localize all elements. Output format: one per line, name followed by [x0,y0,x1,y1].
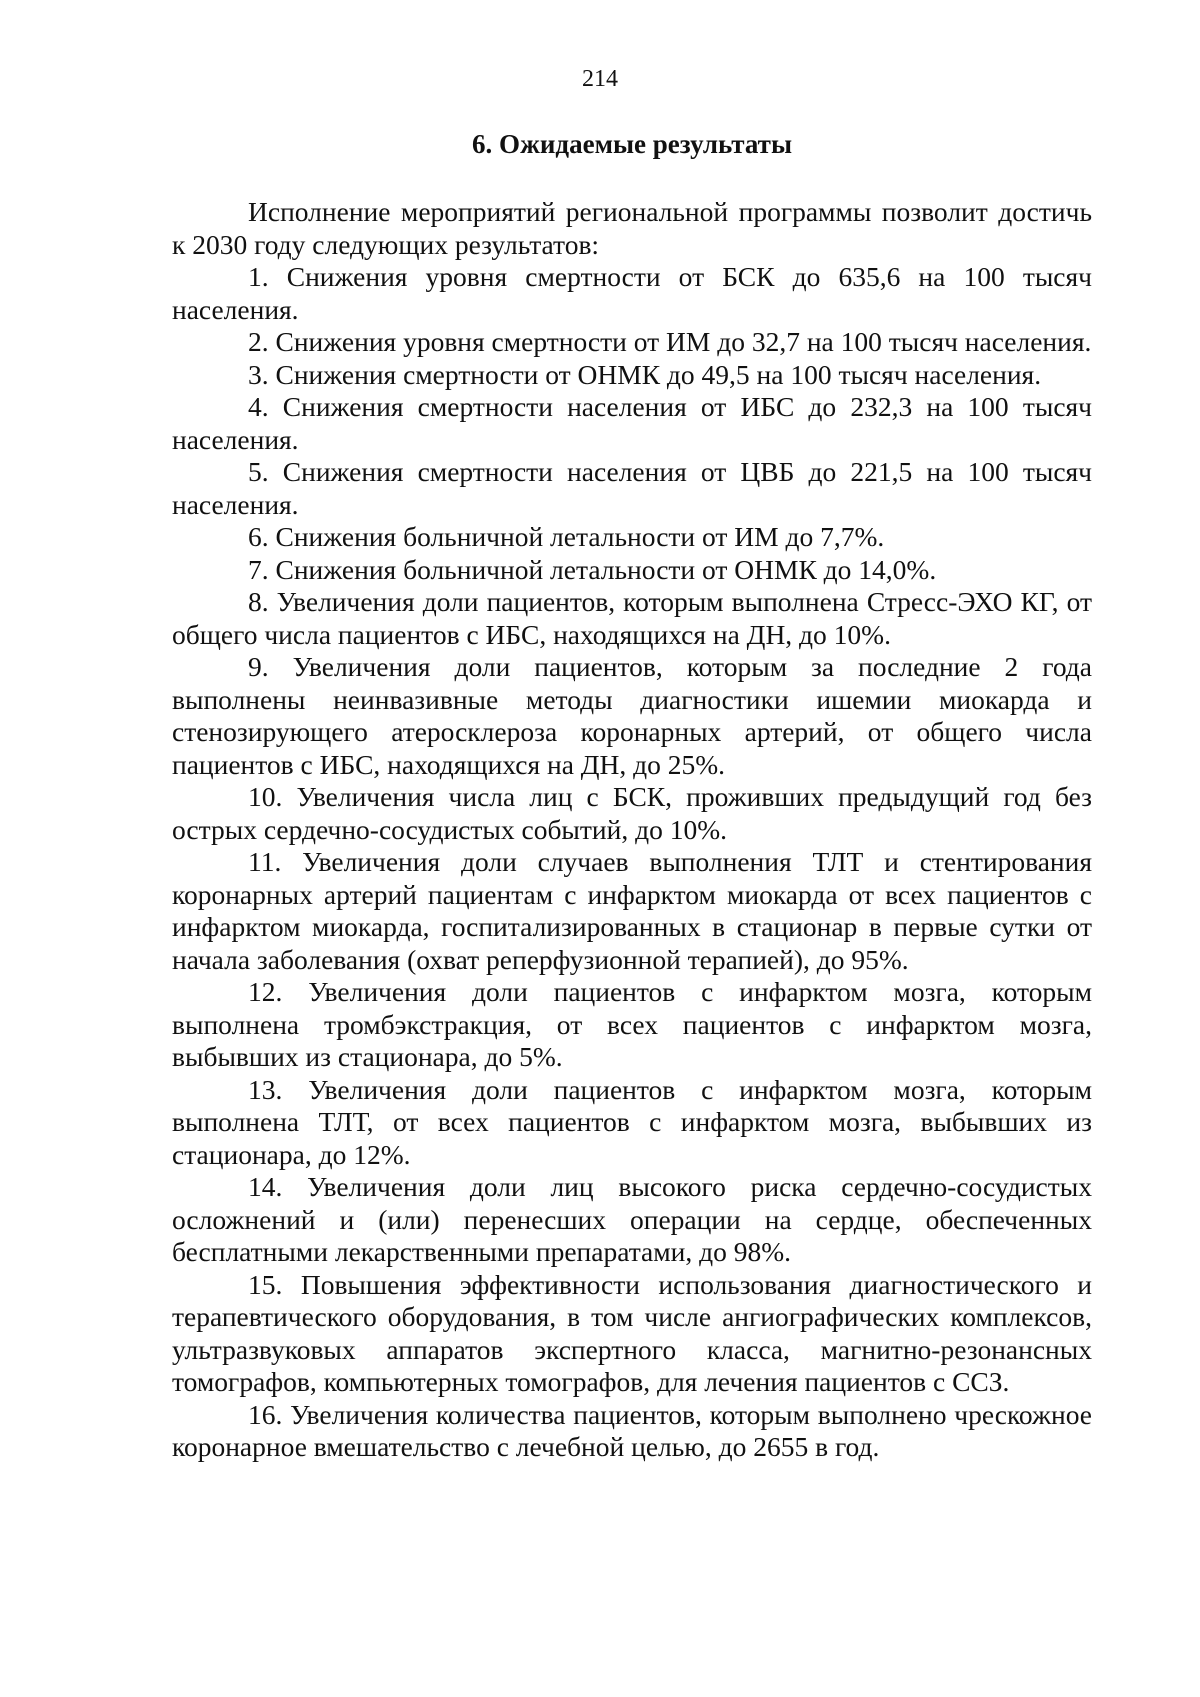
document-body [172,196,1092,1464]
result-item: 3. Снижения смертности от ОНМК до 49,5 на 100 тысяч населения. [248,358,1042,390]
result-item: 2. Снижения уровня смертности от ИМ до 32,7 на 100 тысяч населения. [248,326,1092,357]
section-title: 6. Ожидаемые результаты [471,129,793,159]
results-list [172,261,1092,1464]
intro-paragraph: Исполнение мероприятий региональной программы позволит достичь к 2030 году следующих результатов: [172,196,1092,260]
result-item: 13. Увеличения доли пациентов с инфарктом мозга, которым выполнена ТЛТ, от всех пациентов с инфарктом мозга, выбывших из стационара, до 12%. [172,1073,1092,1170]
result-item: 12. Увеличения доли пациентов с инфарктом мозга, которым выполнена тромбэкстракция, от всех пациентов с инфарктом мозга, выбывших из стационара, до 5%. [172,976,1092,1072]
page-number: 214 [582,66,618,92]
result-item: 5. Снижения смертности населения от ЦВБ до 221,5 на 100 тысяч населения. [172,456,1092,520]
result-item: 14. Увеличения доли лиц высокого риска сердечно-сосудистых осложнений и (или) перенесших операции на сердце, обеспеченных бесплатными лекарственными препаратами, до 98%. [172,1171,1092,1267]
result-item: 15. Повышения эффективности использования диагностического и терапевтического оборудования, в том числе ангиографических комплексов, ультразвуковых аппаратов экспертного класса, магнитно-резонансных томографов, компьютерных томографов, для лечения пациентов с ССЗ. [172,1268,1092,1397]
result-item: 10. Увеличения числа лиц с БСК, проживших предыдущий год без острых сердечно-сосудистых событий, до 10%. [172,781,1092,845]
result-item: 11. Увеличения доли случаев выполнения ТЛТ и стентирования коронарных артерий пациентам с инфарктом миокарда от всех пациентов с инфарктом миокарда, госпитализированных в стационар в первые сутки от начала заболевания (охват реперфузионной терапией), до 95%. [172,846,1092,975]
result-item: 16. Увеличения количества пациентов, которым выполнено чрескожное коронарное вмешательство с лечебной целью, до 2655 в год. [172,1398,1092,1462]
result-item: 9. Увеличения доли пациентов, которым за последние 2 года выполнены неинвазивные методы диагностики ишемии миокарда и стенозирующего атеросклероза коронарных артерий, от общего числа пациентов с ИБС, находящихся на ДН, до 25%. [172,651,1092,780]
result-item: 8. Увеличения доли пациентов, которым выполнена Стресс-ЭХО КГ, от общего числа пациентов с ИБС, находящихся на ДН, до 10%. [172,586,1092,650]
result-item: 1. Снижения уровня смертности от БСК до 635,6 на 100 тысяч населения. [172,261,1092,325]
result-item: 4. Снижения смертности населения от ИБС до 232,3 на 100 тысяч населения. [172,391,1092,455]
result-item: 6. Снижения больничной летальности от ИМ до 7,7%. [248,521,885,552]
result-item: 7. Снижения больничной летальности от ОНМК до 14,0%. [248,553,937,585]
